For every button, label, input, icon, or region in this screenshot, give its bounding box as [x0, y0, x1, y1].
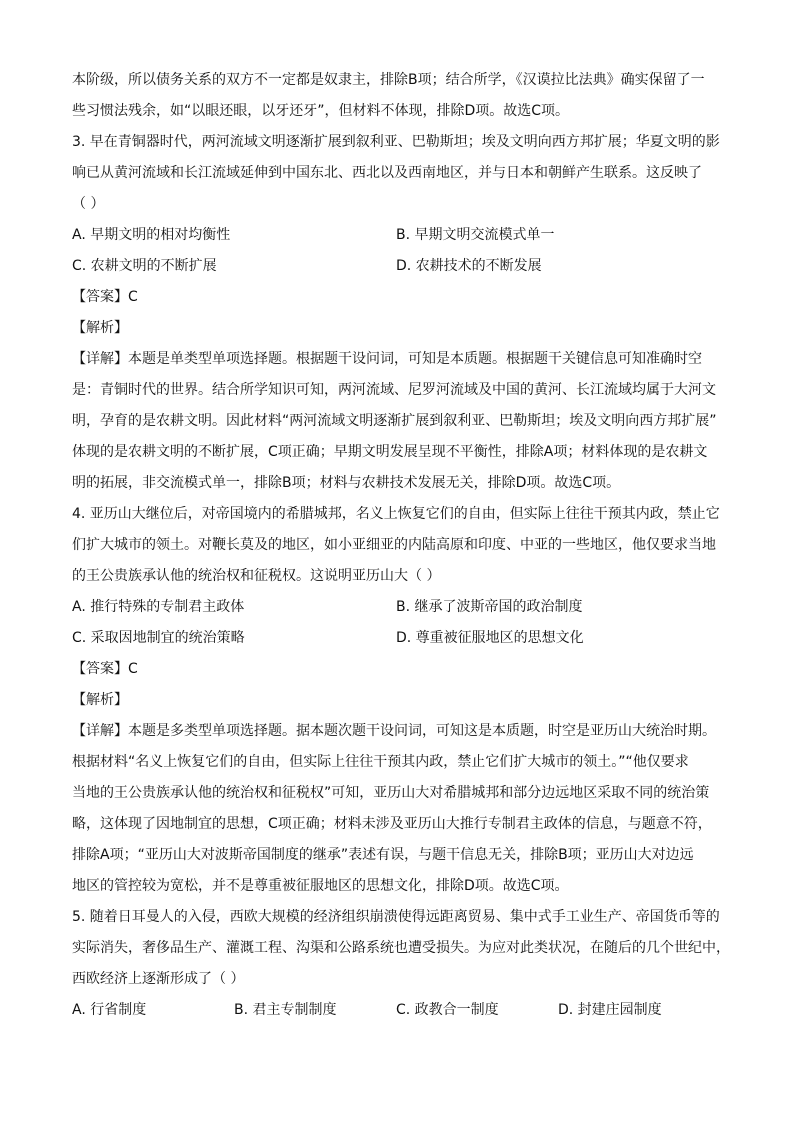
- option-c: C. 采取因地制宜的统治策略: [72, 630, 245, 646]
- content-column: [72, 65, 732, 1026]
- options-row: [72, 220, 732, 251]
- detail-line: 【详解】本题是单类型单项选择题。根据题干设问词，可知是本质题。根据题干关键信息可知准确时空: [72, 351, 702, 367]
- detail-line: 体现的是农耕文明的不断扩展，C项正确；早期文明发展呈现不平衡性，排除A项；材料体现的是农耕文: [72, 444, 708, 460]
- question-4: [72, 499, 732, 902]
- question-stem-line: 们扩大城市的领土。对鞭长莫及的地区，如小亚细亚的内陆高原和印度、中亚的一些地区，他仅要求当地: [72, 537, 716, 553]
- option-c: C. 农耕文明的不断扩展: [72, 258, 217, 274]
- question-5: [72, 902, 732, 1026]
- detail-line: 是：青铜时代的世界。结合所学知识可知，两河流域、尼罗河流域及中国的黄河、长江流域均属于大河文: [72, 382, 716, 398]
- detail-line: 【详解】本题是多类型单项选择题。据本题次题干设问词，可知这是本质题，时空是亚历山大统治时期。: [72, 723, 716, 739]
- question-stem-line: 实际消失，奢侈品生产、灌溉工程、沟渠和公路系统也遭受损失。为应对此类状况，在随后的几个世纪中，: [72, 940, 730, 956]
- question-3: [72, 127, 732, 499]
- answer-label: 【答案】C: [72, 661, 138, 677]
- question-stem-line: 5. 随着日耳曼人的入侵，西欧大规模的经济组织崩溃使得远距离贸易、集中式手工业生产、帝国货币等的: [72, 909, 720, 925]
- option-d: D. 尊重被征服地区的思想文化: [396, 630, 584, 646]
- question-stem-line: 3. 早在青铜器时代，两河流域文明逐渐扩展到叙利亚、巴勒斯坦；埃及文明向西方邦扩展；华夏文明的影: [72, 134, 720, 150]
- option-d: D. 农耕技术的不断发展: [396, 258, 542, 274]
- detail-line: 排除A项；“亚历山大对波斯帝国制度的继承”表述有误，与题干信息无关，排除B项；亚历山大对边远: [72, 847, 694, 863]
- question-stem-line: 4. 亚历山大继位后，对帝国境内的希腊城邦，名义上恢复它们的自由，但实际上往往干预其内政，禁止它: [72, 506, 720, 522]
- option-c: C. 政教合一制度: [396, 1002, 499, 1018]
- question-stem-line: （ ）: [72, 196, 105, 212]
- option-a: A. 行省制度: [72, 1002, 147, 1018]
- options-row: [72, 592, 732, 623]
- detail-line: 略，这体现了因地制宜的思想，C项正确；材料未涉及亚历山大推行专制君主政体的信息，与题意不符，: [72, 816, 712, 832]
- options-row: [72, 995, 732, 1026]
- text-line: 本阶级，所以债务关系的双方不一定都是奴隶主，排除B项；结合所学，《汉谟拉比法典》确实保留了一: [72, 72, 705, 88]
- analysis-label: 【解析】: [72, 692, 128, 708]
- question-stem-line: 的王公贵族承认他的统治权和征税权。这说明亚历山大（ ）: [72, 568, 441, 584]
- options-row: [72, 623, 732, 654]
- option-d: D. 封建庄园制度: [558, 1002, 662, 1018]
- detail-line: 当地的王公贵族承认他的统治权和征税权”可知，亚历山大对希腊城邦和部分边远地区采取不同的统治策: [72, 785, 710, 801]
- detail-line: 明的拓展，非交流模式单一，排除B项；材料与农耕技术发展无关，排除D项。故选C项。: [72, 475, 621, 491]
- option-b: B. 早期文明交流模式单一: [396, 227, 555, 243]
- option-b: B. 君主专制制度: [234, 1002, 337, 1018]
- detail-line: 根据材料“名义上恢复它们的自由，但实际上往往干预其内政，禁止它们扩大城市的领土。”“他仅要求: [72, 754, 689, 770]
- detail-line: 地区的管控较为宽松，并不是尊重被征服地区的思想文化，排除D项。故选C项。: [72, 878, 569, 894]
- option-a: A. 早期文明的相对均衡性: [72, 227, 231, 243]
- question-stem-line: 响已从黄河流域和长江流域延伸到中国东北、西北以及西南地区，并与日本和朝鲜产生联系。这反映了: [72, 165, 702, 181]
- option-b: B. 继承了波斯帝国的政治制度: [396, 599, 583, 615]
- analysis-label: 【解析】: [72, 320, 128, 336]
- question-stem-line: 西欧经济上逐渐形成了（ ）: [72, 971, 245, 987]
- intro-paragraph: [72, 65, 732, 127]
- option-a: A. 推行特殊的专制君主政体: [72, 599, 245, 615]
- detail-line: 明，孕育的是农耕文明。因此材料“两河流域文明逐渐扩展到叙利亚、巴勒斯坦；埃及文明向西方邦扩展”: [72, 413, 717, 429]
- answer-label: 【答案】C: [72, 289, 138, 305]
- text-line: 些习惯法残余，如“以眼还眼，以牙还牙”，但材料不体现，排除D项。故选C项。: [72, 103, 570, 119]
- options-row: [72, 251, 732, 282]
